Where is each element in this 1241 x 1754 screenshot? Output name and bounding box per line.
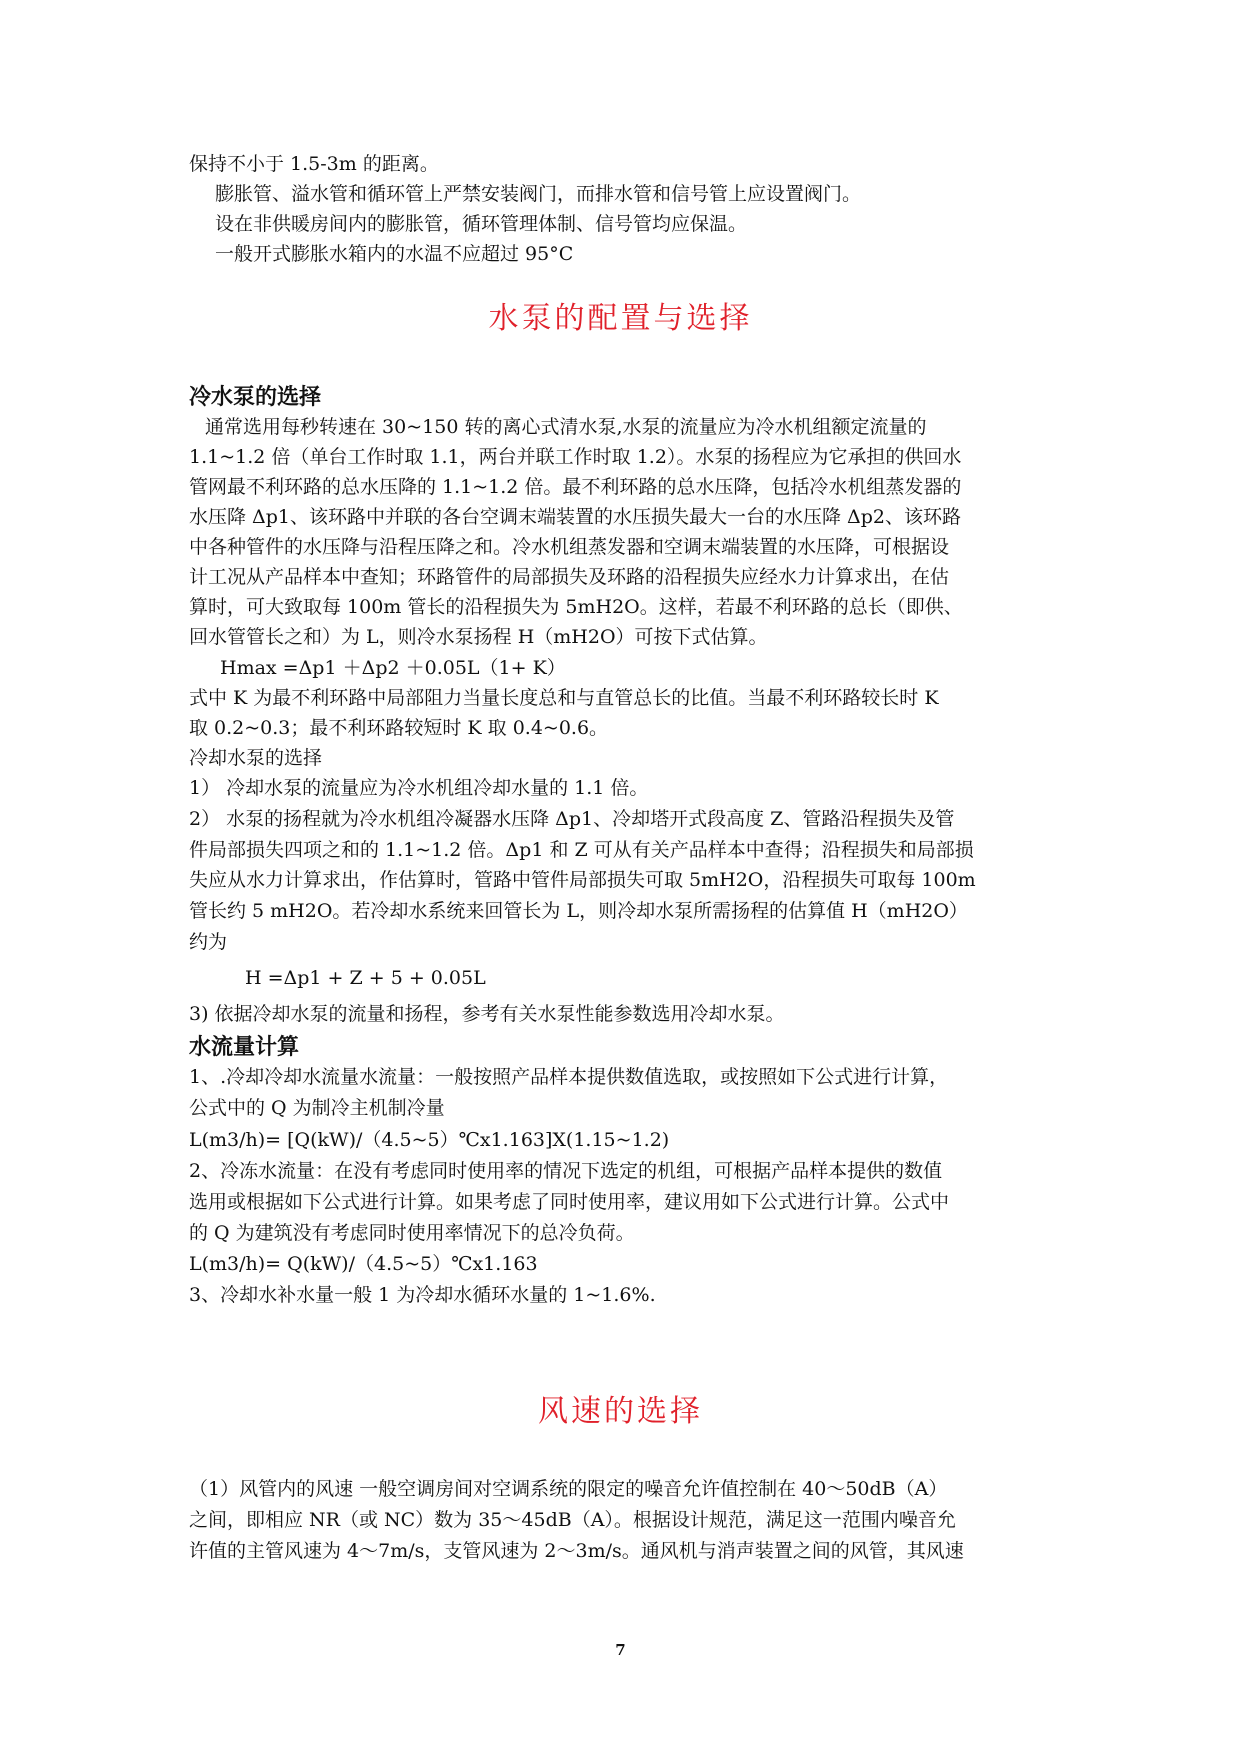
paragraph-line: 2） 水泵的扬程就为冷水机组冷凝器水压降 Δp1、冷却塔开式段高度 Z、管路沿程损失及管 [189, 808, 955, 830]
paragraph-line: 选用或根据如下公式进行计算。如果考虑了同时使用率，建议用如下公式进行计算。公式中 [189, 1191, 950, 1213]
page-number: 7 [615, 1641, 626, 1659]
paragraph-line: 约为 [189, 931, 228, 953]
paragraph-line: 1） 冷却水泵的流量应为冷水机组冷却水量的 1.1 倍。 [189, 777, 649, 799]
paragraph-line: 计工况从产品样本中查知；环路管件的局部损失及环路的沿程损失应经水力计算求出，在估 [189, 566, 950, 588]
paragraph-line: 3) 依据冷却水泵的流量和扬程，参考有关水泵性能参数选用冷却水泵。 [189, 1003, 785, 1025]
paragraph-line: 2、冷冻水流量：在没有考虑同时使用率的情况下选定的机组，可根据产品样本提供的数值 [189, 1160, 943, 1182]
section-title-pump: 水泵的配置与选择 [488, 301, 753, 336]
formula-line: L(m3/h)= [Q(kW)/（4.5~5）℃x1.163]X(1.15~1.2) [189, 1129, 670, 1151]
cooling-pump-heading: 冷却水泵的选择 [189, 747, 323, 769]
paragraph-line: 算时，可大致取每 100m 管长的沿程损失为 5mH2O。这样，若最不利环路的总长（即供、 [189, 596, 963, 618]
formula-hmax: Hmax =Δp1 ＋Δp2 ＋0.05L（1+ K） [220, 657, 566, 679]
paragraph-line: 保持不小于 1.5-3m 的距离。 [189, 153, 439, 175]
paragraph-line: 取 0.2~0.3；最不利环路较短时 K 取 0.4~0.6。 [189, 717, 609, 739]
paragraph-line: 通常选用每秒转速在 30~150 转的离心式清水泵,水泵的流量应为冷水机组额定流量的 [205, 416, 927, 438]
formula-h: H =Δp1 + Z + 5 + 0.05L [245, 967, 486, 989]
chilled-pump-heading: 冷水泵的选择 [189, 385, 322, 410]
paragraph-line: 件局部损失四项之和的 1.1~1.2 倍。Δp1 和 Z 可从有关产品样本中查得；沿程损失和局部损 [189, 839, 974, 861]
paragraph-line: 管长约 5 mH2O。若冷却水系统来回管长为 L，则冷却水泵所需扬程的估算值 H（mH2O） [189, 900, 968, 922]
paragraph-line: 式中 K 为最不利环路中局部阻力当量长度总和与直管总长的比值。当最不利环路较长时 K [189, 687, 939, 709]
paragraph-line: 中各种管件的水压降与沿程压降之和。冷水机组蒸发器和空调末端装置的水压降，可根据设 [189, 536, 950, 558]
water-flow-heading: 水流量计算 [189, 1035, 300, 1060]
section-title-air-speed: 风速的选择 [538, 1394, 703, 1429]
paragraph-line: 3、冷却水补水量一般 1 为冷却水循环水量的 1~1.6%. [189, 1284, 656, 1306]
paragraph-line: 回水管管长之和）为 L，则冷水泵扬程 H（mH2O）可按下式估算。 [189, 626, 768, 648]
formula-line: L(m3/h)= Q(kW)/（4.5~5）℃x1.163 [189, 1253, 538, 1275]
paragraph-line: 公式中的 Q 为制冷主机制冷量 [189, 1097, 445, 1119]
paragraph-line: 1、.冷却冷却水流量水流量：一般按照产品样本提供数值选取，或按照如下公式进行计算， [189, 1066, 949, 1088]
paragraph-line: 水压降 Δp1、该环路中并联的各台空调末端装置的水压损失最大一台的水压降 Δp2、该环路 [189, 506, 962, 528]
paragraph-line: 许值的主管风速为 4～7m/s，支管风速为 2～3m/s。通风机与消声装置之间的风管，其风速 [189, 1540, 964, 1562]
paragraph-line: 的 Q 为建筑没有考虑同时使用率情况下的总冷负荷。 [189, 1222, 635, 1244]
paragraph-line: 1.1~1.2 倍（单台工作时取 1.1，两台并联工作时取 1.2）。水泵的扬程应为它承担的供回水 [189, 446, 962, 468]
paragraph-line: 膨胀管、溢水管和循环管上严禁安装阀门，而排水管和信号管上应设置阀门。 [215, 183, 862, 205]
paragraph-line: 失应从水力计算求出，作估算时，管路中管件局部损失可取 5mH2O，沿程损失可取每 100m [189, 869, 976, 891]
paragraph-line: 管网最不利环路的总水压降的 1.1~1.2 倍。最不利环路的总水压降，包括冷水机组蒸发器的 [189, 476, 962, 498]
paragraph-line: 之间，即相应 NR（或 NC）数为 35～45dB（A）。根据设计规范，满足这一范围内噪音允 [189, 1509, 956, 1531]
paragraph-line: 一般开式膨胀水箱内的水温不应超过 95°C [215, 243, 574, 265]
paragraph-line: （1）风管内的风速 一般空调房间对空调系统的限定的噪音允许值控制在 40～50dB（A） [189, 1478, 948, 1500]
paragraph-line: 设在非供暖房间内的膨胀管，循环管理体制、信号管均应保温。 [215, 213, 748, 235]
